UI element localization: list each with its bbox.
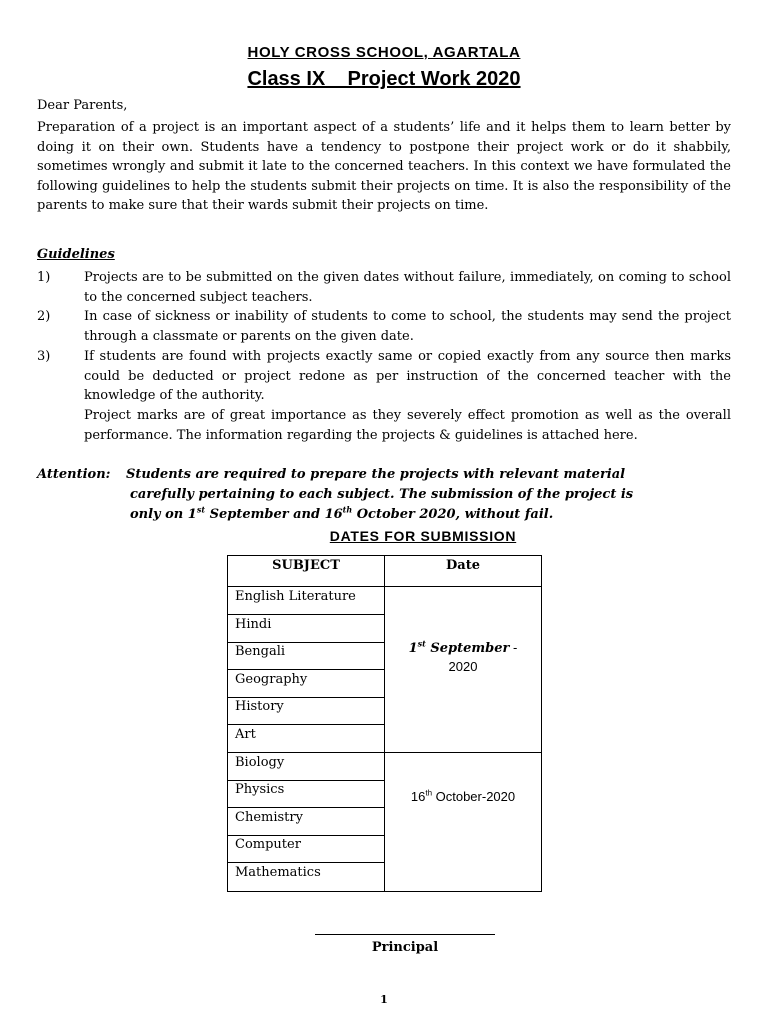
- subject-cell: Physics: [227, 780, 385, 808]
- subject-cell: English Literature: [227, 586, 385, 615]
- guideline-text: Projects are to be submitted on the given dates without failure, immediately, on coming to school to the concerned subject teachers.: [84, 270, 731, 305]
- guideline-note: Project marks are of great importance as they severely effect promotion as well as the overall performance. The information regarding the projects & guidelines is attached here.: [84, 408, 731, 443]
- subject-cell: Art: [227, 724, 385, 753]
- attention-label: Attention:: [37, 467, 111, 482]
- table-header-subject: SUBJECT: [227, 555, 385, 587]
- page-title: Class IX Project Work 2020: [247, 68, 521, 90]
- subject-cell: Bengali: [227, 642, 385, 670]
- subject-cell: Hindi: [227, 614, 385, 643]
- attention-line: only on 1st September and 16th October 2020, without fail.: [130, 504, 554, 522]
- date-cell-september: 1st September - 2020: [384, 586, 542, 753]
- date-cell-october: 16th October-2020: [384, 752, 542, 892]
- subject-cell: Geography: [227, 669, 385, 698]
- guideline-item: [37, 268, 731, 307]
- attention-line: carefully pertaining to each subject. The submission of the project is: [130, 487, 634, 502]
- guidelines-heading: Guidelines: [37, 247, 115, 262]
- signature-line: [315, 934, 495, 935]
- submission-table: [227, 555, 542, 892]
- subject-cell: Mathematics: [227, 862, 385, 892]
- subject-cell: Biology: [227, 752, 385, 781]
- guideline-text: In case of sickness or inability of students to come to school, the students may send the project through a classmate or parents on the given date.: [84, 309, 731, 344]
- table-header-date: Date: [384, 555, 542, 587]
- guideline-item: [37, 347, 731, 406]
- signature-label: Principal: [371, 940, 439, 955]
- subject-cell: History: [227, 697, 385, 725]
- salutation: Dear Parents,: [37, 98, 128, 113]
- intro-paragraph: Preparation of a project is an important aspect of a students’ life and it helps them to learn better by doing it on their own. Students have a tendency to postpone their project work or do it shabbily, sometimes wrongly and submit it late to the concerned teachers. In this context we have formulated the following guidelines to help the students submit their projects on time. It is also the responsibility of the parents to make sure that their wards submit their projects on time.: [37, 120, 731, 214]
- guideline-item: [37, 307, 731, 346]
- page-number: 1: [380, 993, 388, 1006]
- guideline-text: If students are found with projects exactly same or copied exactly from any source then marks could be deducted or project redone as per instruction of the concerned teacher with the knowledge of the authority.: [84, 349, 731, 404]
- school-name: HOLY CROSS SCHOOL, AGARTALA: [247, 44, 521, 61]
- guideline-number: 1): [37, 270, 51, 285]
- subject-cell: Computer: [227, 835, 385, 863]
- dates-heading: DATES FOR SUBMISSION: [329, 528, 517, 544]
- subject-cell: Chemistry: [227, 807, 385, 836]
- guideline-number: 3): [37, 349, 51, 364]
- guideline-number: 2): [37, 309, 51, 324]
- attention-line: Students are required to prepare the projects with relevant material: [126, 467, 626, 482]
